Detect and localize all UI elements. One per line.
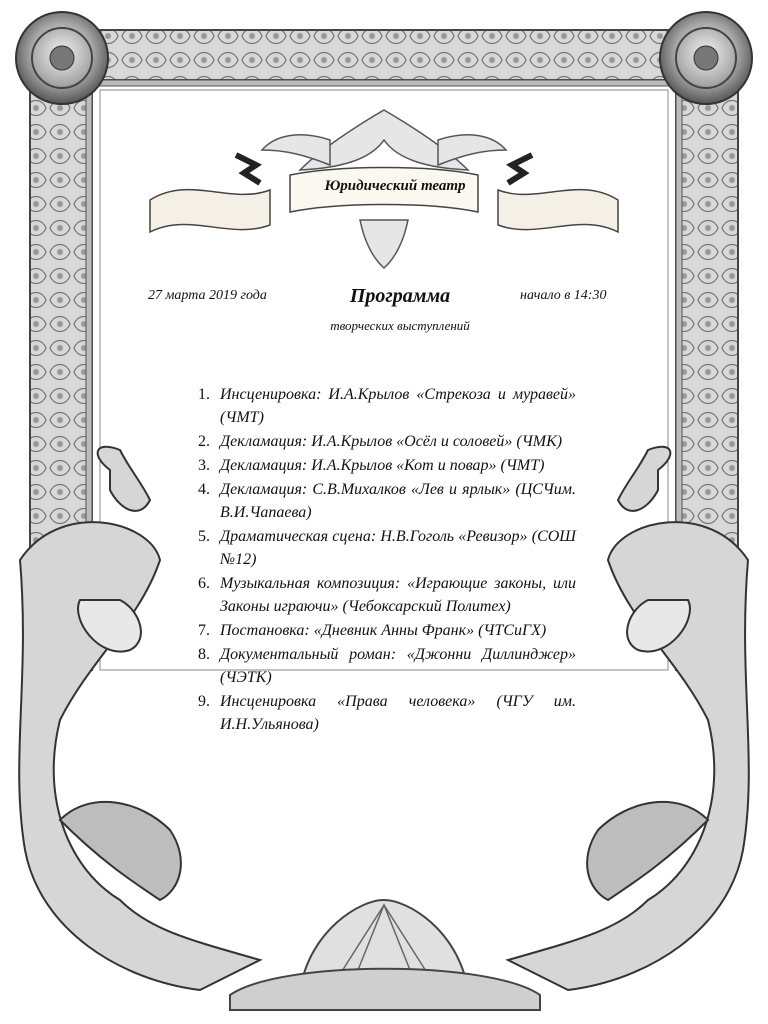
item-text: Музыкальная композиция: «Играющие законы, или Законы играючи» (Чебоксарский Политех) <box>220 575 576 615</box>
item-text: Инсценировка: И.А.Крылов «Стрекоза и муравей» (ЧМТ) <box>220 386 576 426</box>
item-number: 4. <box>198 481 210 498</box>
program-list <box>198 383 576 737</box>
item-text: Декламация: И.А.Крылов «Осёл и соловей» (ЧМК) <box>220 433 563 450</box>
item-text: Декламация: С.В.Михалков «Лев и ярлык» (ЦСЧим. В.И.Чапаева) <box>220 481 576 521</box>
item-number: 7. <box>198 622 210 639</box>
list-item <box>198 643 576 689</box>
list-item <box>198 383 576 429</box>
rosette-top-right-icon <box>660 12 752 104</box>
list-item <box>198 619 576 642</box>
list-item <box>198 525 576 571</box>
item-number: 1. <box>198 386 210 403</box>
item-text: Документальный роман: «Джонни Диллинджер» (ЧЭТК) <box>220 646 576 686</box>
item-number: 9. <box>198 693 210 710</box>
item-number: 6. <box>198 575 210 592</box>
item-text: Декламация: И.А.Крылов «Кот и повар» (ЧМТ) <box>220 457 545 474</box>
start-time: начало в 14:30 <box>520 288 607 303</box>
list-item <box>198 690 576 736</box>
list-item <box>198 454 576 477</box>
item-text: Инсценировка «Права человека» (ЧГУ им. И.Н.Ульянова) <box>220 693 576 733</box>
list-item <box>198 572 576 618</box>
event-date: 27 марта 2019 года <box>148 288 267 303</box>
list-item <box>198 478 576 524</box>
item-number: 5. <box>198 528 210 545</box>
shell-ornament-icon <box>230 900 540 1010</box>
item-number: 3. <box>198 457 210 474</box>
item-text: Постановка: «Дневник Анны Франк» (ЧТСиГХ) <box>220 622 547 639</box>
rosette-top-left-icon <box>16 12 108 104</box>
program-subtitle: творческих выступлений <box>330 318 470 333</box>
banner-title: Юридический театр <box>324 178 466 194</box>
list-item <box>198 430 576 453</box>
item-number: 8. <box>198 646 210 663</box>
item-number: 2. <box>198 433 210 450</box>
program-title: Программа <box>349 285 451 307</box>
item-text: Драматическая сцена: Н.В.Гоголь «Ревизор» (СОШ №12) <box>220 528 576 568</box>
